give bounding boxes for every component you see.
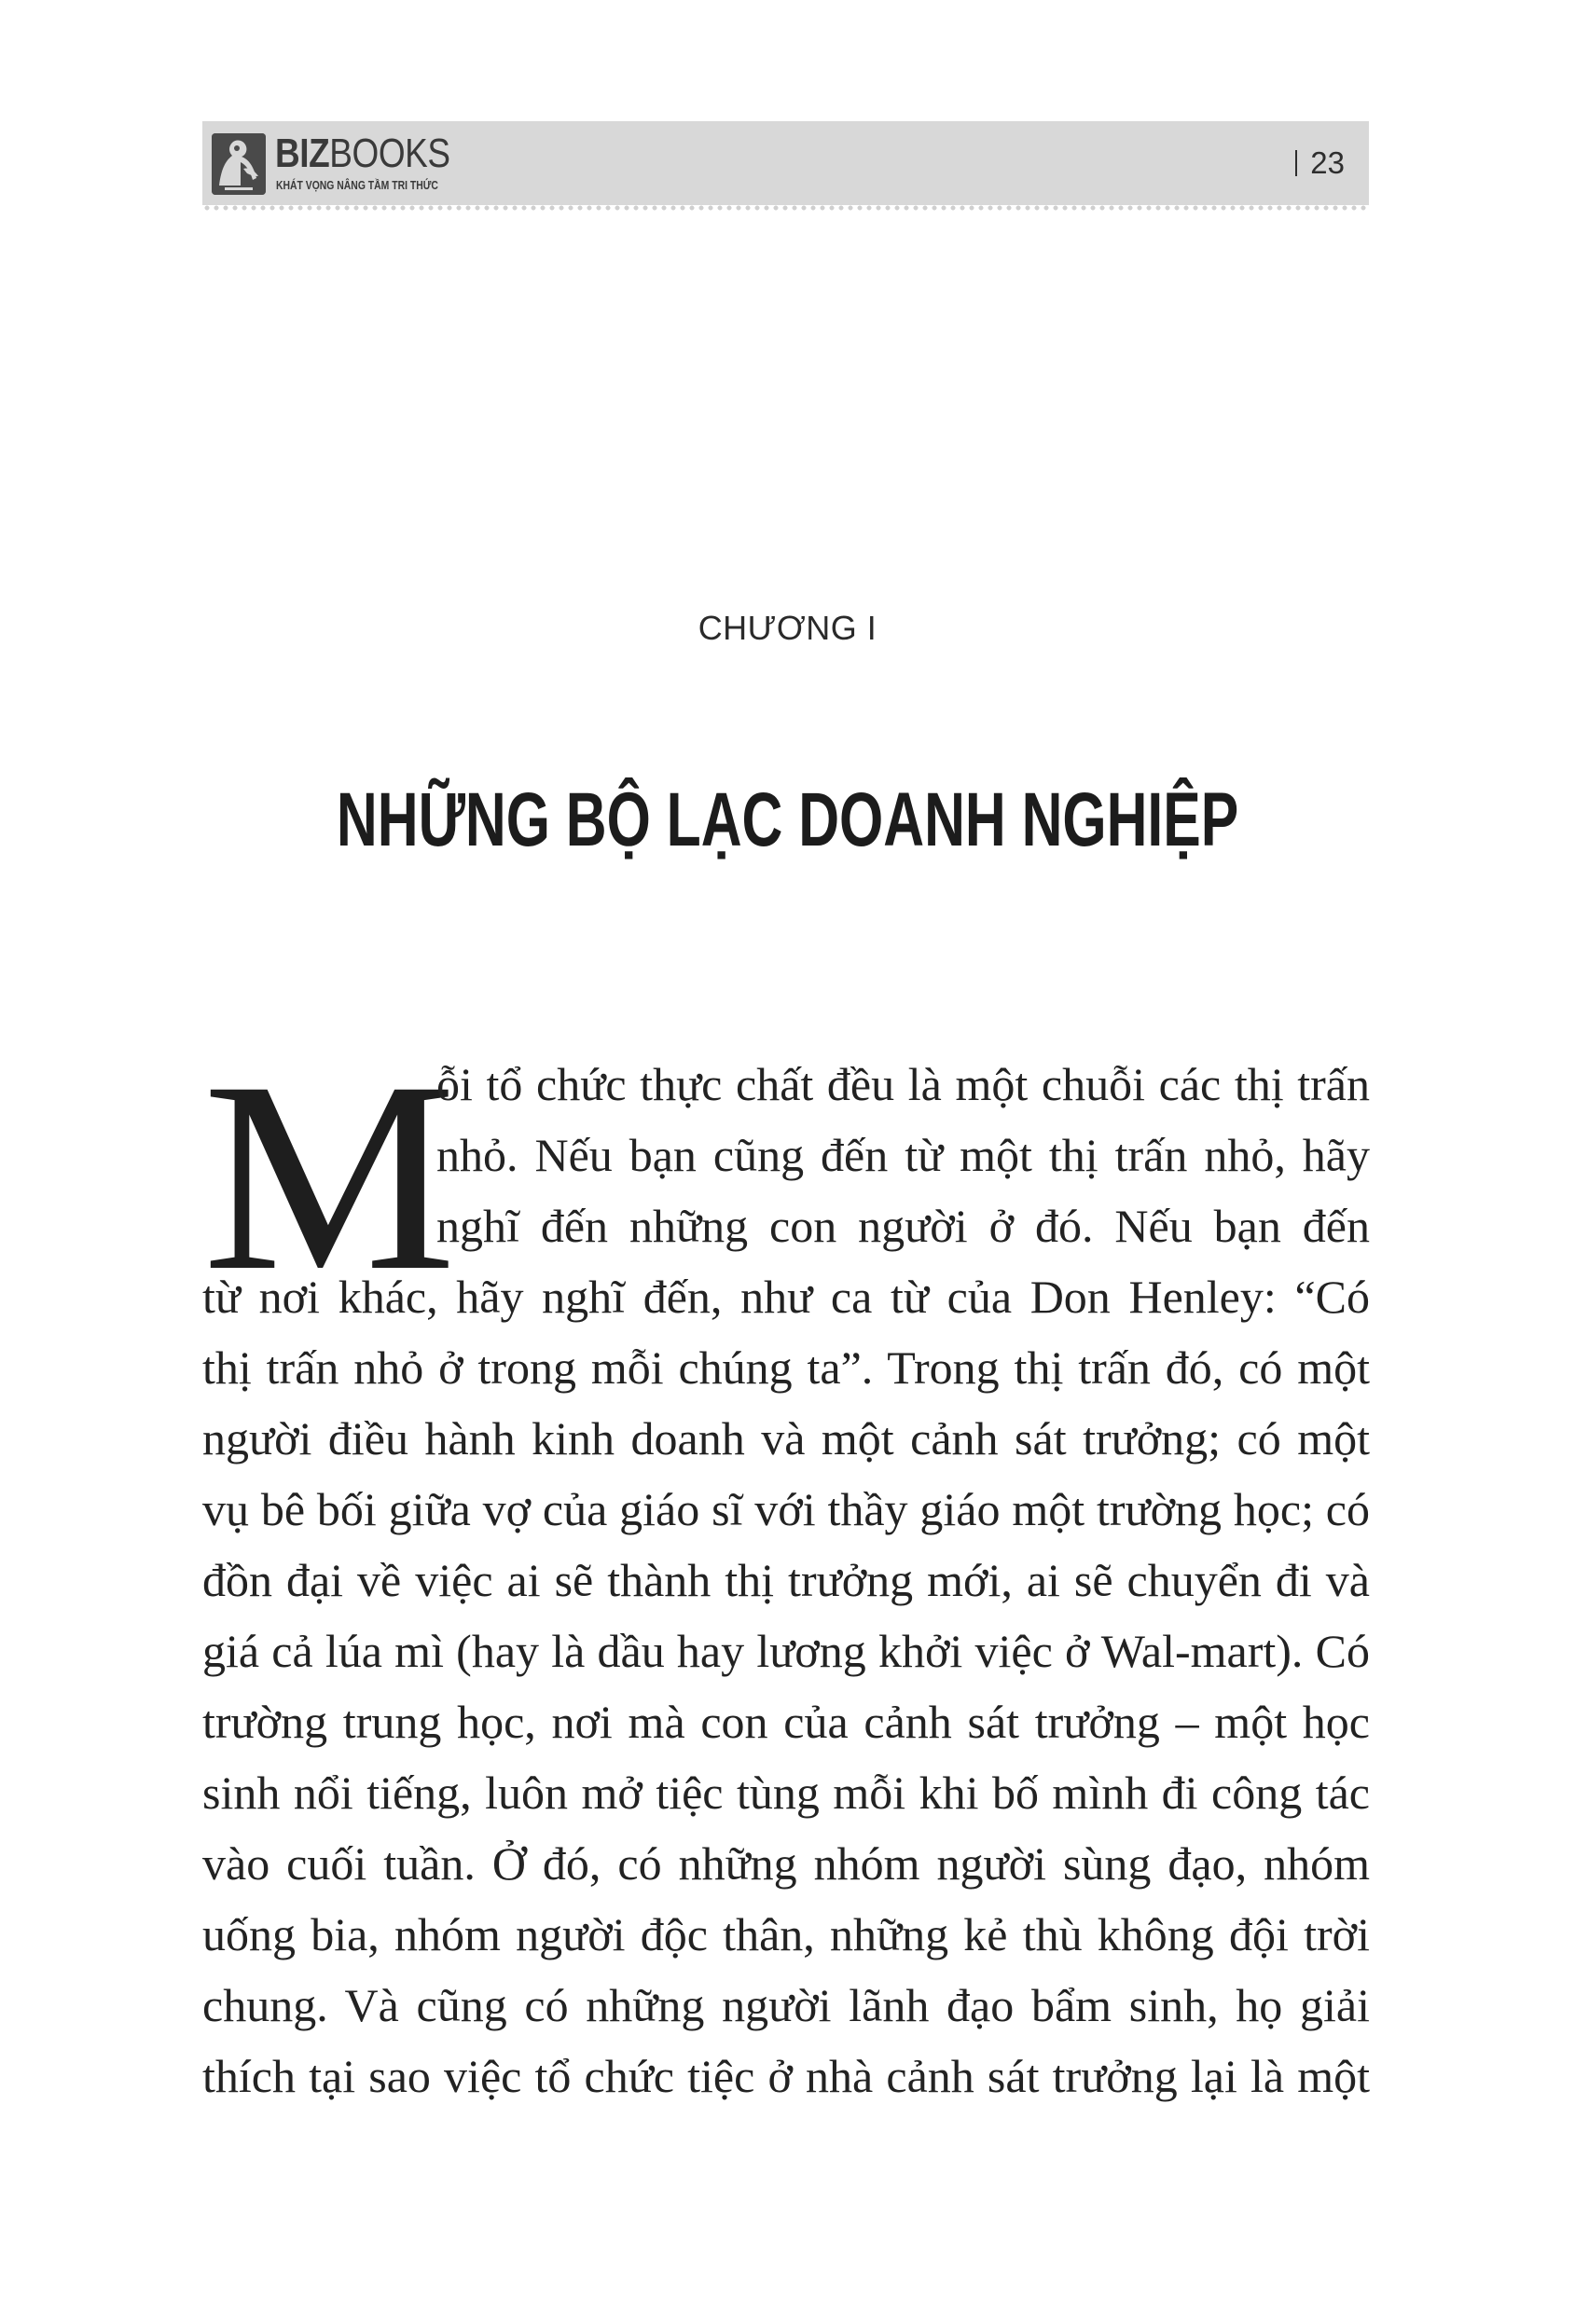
drop-cap: M xyxy=(202,1026,457,1327)
body-line: thích tại sao việc tổ chức tiệc ở nhà cảnh sát trưởng lại là một xyxy=(202,2050,1370,2102)
body-line: uống bia, nhóm người độc thân, những kẻ thù không đội trời xyxy=(202,1908,1370,1960)
page-number xyxy=(1295,144,1345,182)
body-line: chung. Và cũng có những người lãnh đạo bẩm sinh, họ giải xyxy=(202,1979,1370,2031)
chapter-title-text: NHỮNG BỘ LẠC DOANH NGHIỆP xyxy=(336,777,1239,862)
brand-name-regular: BOOKS xyxy=(329,131,450,176)
body-line: nhỏ. Nếu bạn cũng đến từ một thị trấn nhỏ, hãy xyxy=(436,1129,1370,1181)
biz-books-emblem-icon xyxy=(212,133,266,195)
brand-name-bold: BIZ xyxy=(275,131,330,176)
chapter-label: CHƯƠNG I xyxy=(698,609,877,647)
body-line: giá cả lúa mì (hay là dầu hay lương khởi việc ở Wal-mart). Có xyxy=(202,1625,1370,1677)
body-line: nghĩ đến những con người ở đó. Nếu bạn đến xyxy=(436,1200,1370,1252)
page-number-divider xyxy=(1295,150,1297,176)
body-line: người điều hành kinh doanh và một cảnh sát trưởng; có một xyxy=(202,1412,1370,1465)
body-line: vào cuối tuần. Ở đó, có những nhóm người sùng đạo, nhóm xyxy=(202,1837,1370,1890)
body-line: thị trấn nhỏ ở trong mỗi chúng ta”. Trong thị trấn đó, có một xyxy=(202,1341,1370,1394)
body-line: trường trung học, nơi mà con của cảnh sát trưởng – một học xyxy=(202,1696,1370,1748)
body-line: sinh nổi tiếng, luôn mở tiệc tùng mỗi khi bố mình đi công tác xyxy=(202,1767,1370,1819)
body-line: đồn đại về việc ai sẽ thành thị trưởng mới, ai sẽ chuyển đi và xyxy=(202,1554,1370,1606)
page-header xyxy=(202,121,1369,205)
brand-tagline: KHÁT VỌNG NÂNG TẦM TRI THỨC xyxy=(276,178,438,192)
brand-name xyxy=(275,131,450,177)
page-number-value: 23 xyxy=(1310,145,1345,180)
body-line: ỗi tổ chức thực chất đều là một chuỗi các thị trấn xyxy=(436,1058,1370,1110)
body-line: từ nơi khác, hãy nghĩ đến, như ca từ của Don Henley: “Có xyxy=(202,1271,1370,1323)
body-line: vụ bê bối giữa vợ của giáo sĩ với thầy giáo một trường học; có xyxy=(202,1483,1370,1535)
chapter-title xyxy=(0,774,1575,867)
header-dotted-edge xyxy=(202,203,1369,213)
